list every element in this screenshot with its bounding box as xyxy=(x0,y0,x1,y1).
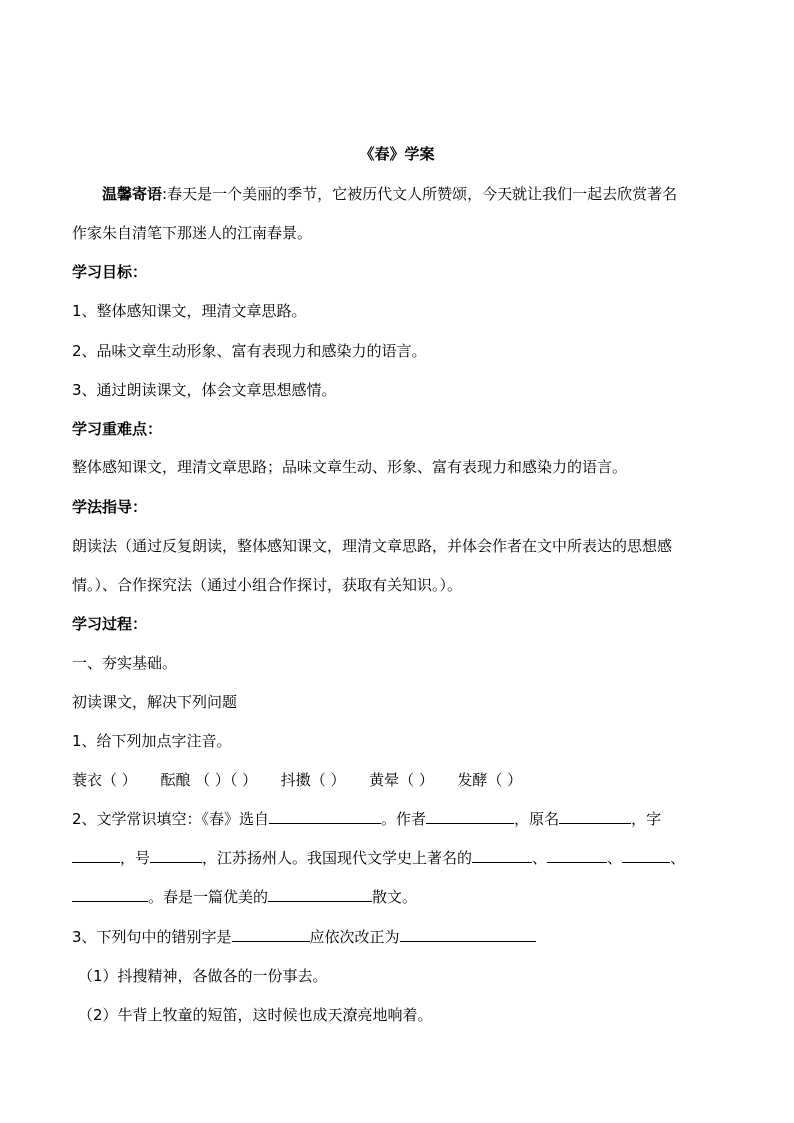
answer-blank[interactable] xyxy=(622,848,670,863)
key-points-text: 整体感知课文，理清文章思路；品味文章生动、形象、富有表现力和感染力的语言。 xyxy=(72,458,628,476)
question-1: 1、给下列加点字注音。 xyxy=(72,732,232,750)
intro-text-2: 作家朱自清笔下那迷人的江南春景。 xyxy=(72,224,313,242)
method-text-1: 朗读法（通过反复朗读，整体感知课文，理清文章思路，并体会作者在文中所表达的思想感 xyxy=(72,537,673,555)
method-heading: 学法指导： xyxy=(72,498,148,516)
q2-text: ，原名 xyxy=(514,810,560,828)
answer-blank[interactable] xyxy=(150,848,202,863)
q2-text: 、 xyxy=(607,849,623,867)
pinyin-item: 酝酿 （ ）（ ） xyxy=(160,771,258,789)
question-2-line-1 xyxy=(72,809,732,829)
instruction-text: 初读课文，解决下列问题 xyxy=(72,693,238,711)
intro-paragraph xyxy=(72,184,762,204)
question-3 xyxy=(72,927,732,947)
goal-item: 2、品味文章生动形象、富有表现力和感染力的语言。 xyxy=(72,342,427,360)
q2-text: ，字 xyxy=(631,810,662,828)
pinyin-item: 抖擞（ ） xyxy=(280,771,346,789)
answer-blank[interactable] xyxy=(72,848,120,863)
goal-item: 3、通过朗读课文，体会文章思想感情。 xyxy=(72,381,337,399)
q2-text: 散文。 xyxy=(372,888,418,906)
q3-sentence: （2）牛背上牧童的短笛，这时候也成天潦亮地响着。 xyxy=(78,1006,433,1024)
goals-heading: 学习目标： xyxy=(72,263,148,281)
answer-blank[interactable] xyxy=(472,848,532,863)
answer-blank[interactable] xyxy=(547,848,607,863)
q2-text: 。作者 xyxy=(381,810,427,828)
q2-text: ，江苏扬州人。我国现代文学史上著名的 xyxy=(202,849,473,867)
answer-blank[interactable] xyxy=(268,887,372,902)
answer-blank[interactable] xyxy=(269,809,381,824)
intro-label: 温馨寄语 xyxy=(102,185,163,203)
question-2-line-3 xyxy=(72,887,732,907)
answer-blank[interactable] xyxy=(400,927,536,942)
pinyin-item: 蓑衣（ ） xyxy=(72,771,137,789)
section-heading: 一、夯实基础。 xyxy=(72,654,178,672)
q2-text: 、 xyxy=(532,849,548,867)
pinyin-items xyxy=(72,770,732,790)
answer-blank[interactable] xyxy=(426,809,514,824)
method-text-2: 情。）、合作探究法（通过小组合作探讨，获取有关知识。）。 xyxy=(72,576,463,594)
answer-blank[interactable] xyxy=(232,927,310,942)
q3-text: 应依次改正为 xyxy=(309,928,400,946)
process-heading: 学习过程： xyxy=(72,615,148,633)
key-points-heading: 学习重难点： xyxy=(72,420,163,438)
q2-text: 、 xyxy=(670,849,686,867)
goal-item: 1、整体感知课文，理清文章思路。 xyxy=(72,302,307,320)
q2-text: ，号 xyxy=(120,849,151,867)
answer-blank[interactable] xyxy=(72,887,148,902)
q2-text: 2、文学常识填空：《春》选自 xyxy=(72,810,270,828)
q2-text: 。春是一篇优美的 xyxy=(148,888,269,906)
q3-sentence: （1）抖搜精神，各做各的一份事去。 xyxy=(78,967,328,985)
page-title: 《春》学案 xyxy=(359,145,435,163)
question-2-line-2 xyxy=(72,848,732,868)
q3-text: 3、下列句中的错别字是 xyxy=(72,928,232,946)
pinyin-item: 发酵（ ） xyxy=(457,771,523,789)
pinyin-item: 黄晕（ ） xyxy=(369,771,434,789)
intro-text-1: :春天是一个美丽的季节，它被历代文人所赞颂，今天就让我们一起去欣赏著名 xyxy=(162,185,678,203)
answer-blank[interactable] xyxy=(559,809,631,824)
